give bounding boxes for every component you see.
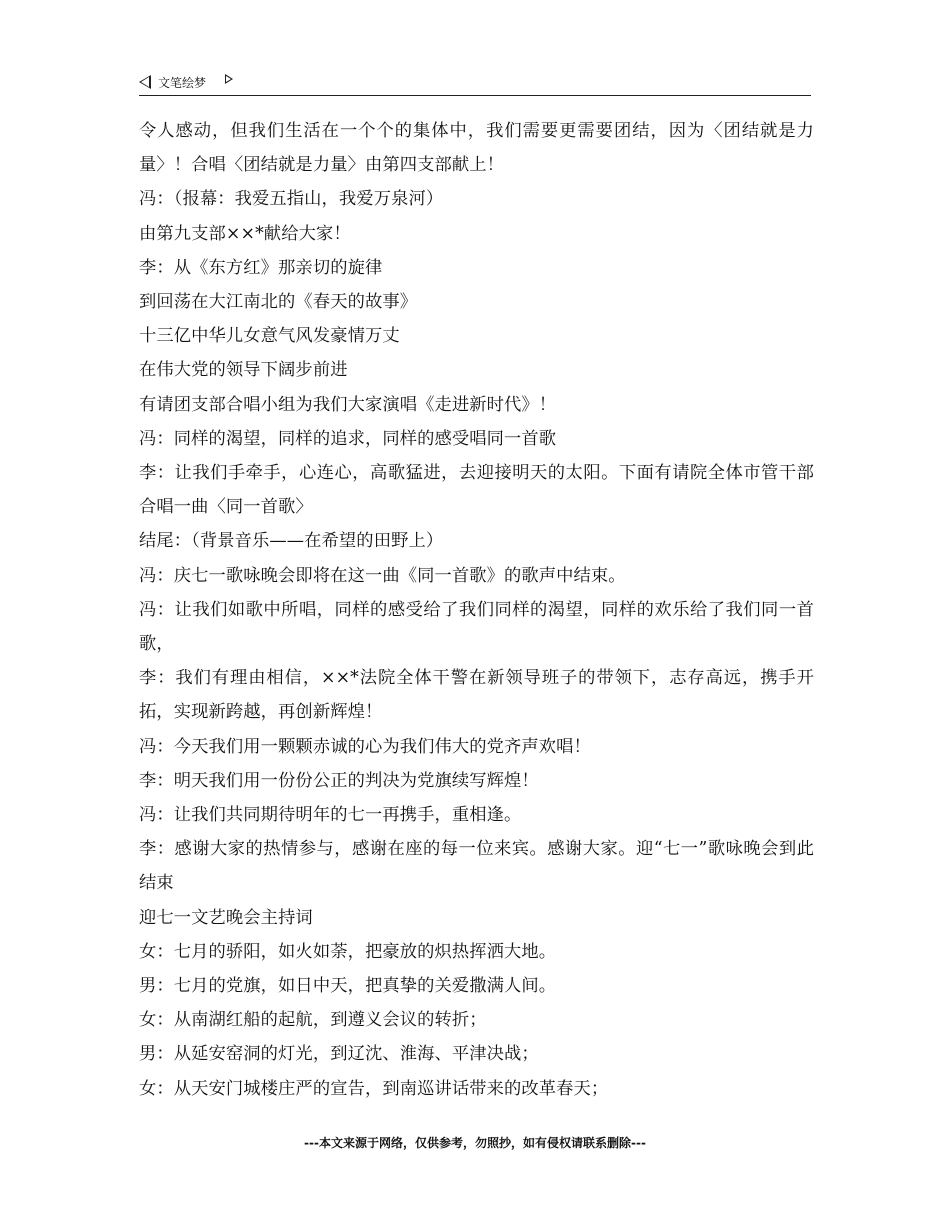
paragraph: 冯：让我们如歌中所唱，同样的感受给了我们同样的渴望，同样的欢乐给了我们同一首歌， [139, 599, 814, 655]
paragraph: 男：七月的党旗，如日中天，把真挚的关爱撒满人间。 [139, 976, 557, 997]
paragraph: 李：明天我们用一份份公正的判决为党旗续写辉煌！ [139, 770, 539, 791]
triangle-right-icon [225, 74, 233, 84]
document-body [139, 114, 814, 1106]
header-title: 文笔绘梦 [158, 76, 207, 90]
paragraph: 李：我们有理由相信，××*法院全体干警在新领导班子的带领下，志存高远，携手开拓，实现新跨越，再创新辉煌！ [139, 668, 814, 723]
triangle-left-icon [139, 75, 151, 89]
paragraph: 李：感谢大家的热情参与，感谢在座的每一位来宾。感谢大家。迎“七一”歌咏晚会到此结束 [139, 839, 814, 894]
paragraph: 到回荡在大江南北的《春天的故事》 [139, 292, 418, 313]
paragraph: 男：从延安窑洞的灯光，到辽沈、淮海、平津决战； [139, 1044, 539, 1065]
paragraph: 女：从天安门城楼庄严的宣告，到南巡讲话带来的改革春天； [139, 1078, 609, 1099]
paragraph: 李：让我们手牵手，心连心，高歌猛进，去迎接明天的太阳。下面有请院全体市管干部合唱一曲〈同一首歌〉 [139, 463, 814, 518]
section-title: 迎七一文艺晚会主持词 [139, 907, 313, 928]
paragraph: 有请团支部合唱小组为我们大家演唱《走进新时代》！ [139, 394, 557, 415]
paragraph: 结尾：（背景音乐——在希望的田野上） [139, 531, 444, 552]
paragraph: 女：从南湖红船的起航，到遵义会议的转折； [139, 1010, 487, 1031]
paragraph: 令人感动，但我们生活在一个个的集体中，我们需要更需要团结，因为〈团结就是力量〉！合唱〈团结就是力量〉由第四支部献上！ [139, 121, 814, 176]
paragraph: 女：七月的骄阳，如火如荼，把豪放的炽热挥洒大地。 [139, 941, 557, 962]
paragraph: 冯：同样的渴望，同样的追求，同样的感受唱同一首歌 [139, 428, 557, 449]
paragraph: 冯：让我们共同期待明年的七一再携手，重相逢。 [139, 805, 522, 826]
paragraph: 冯：庆七一歌咏晚会即将在这一曲《同一首歌》的歌声中结束。 [139, 565, 626, 586]
page-header [139, 73, 811, 96]
paragraph: 李：从《东方红》那亲切的旋律 [139, 257, 383, 278]
paragraph: 在伟大党的领导下阔步前进 [139, 360, 348, 381]
paragraph: 由第九支部××*献给大家！ [139, 223, 351, 244]
paragraph: 冯：（报幕：我爱五指山，我爱万泉河） [139, 189, 444, 210]
paragraph: 冯：今天我们用一颗颗赤诚的心为我们伟大的党齐声欢唱！ [139, 736, 591, 757]
paragraph: 十三亿中华儿女意气风发豪情万丈 [139, 326, 400, 347]
footer-disclaimer: ---本文来源于网络，仅供参考，勿照抄，如有侵权请联系删除--- [304, 1136, 646, 1150]
